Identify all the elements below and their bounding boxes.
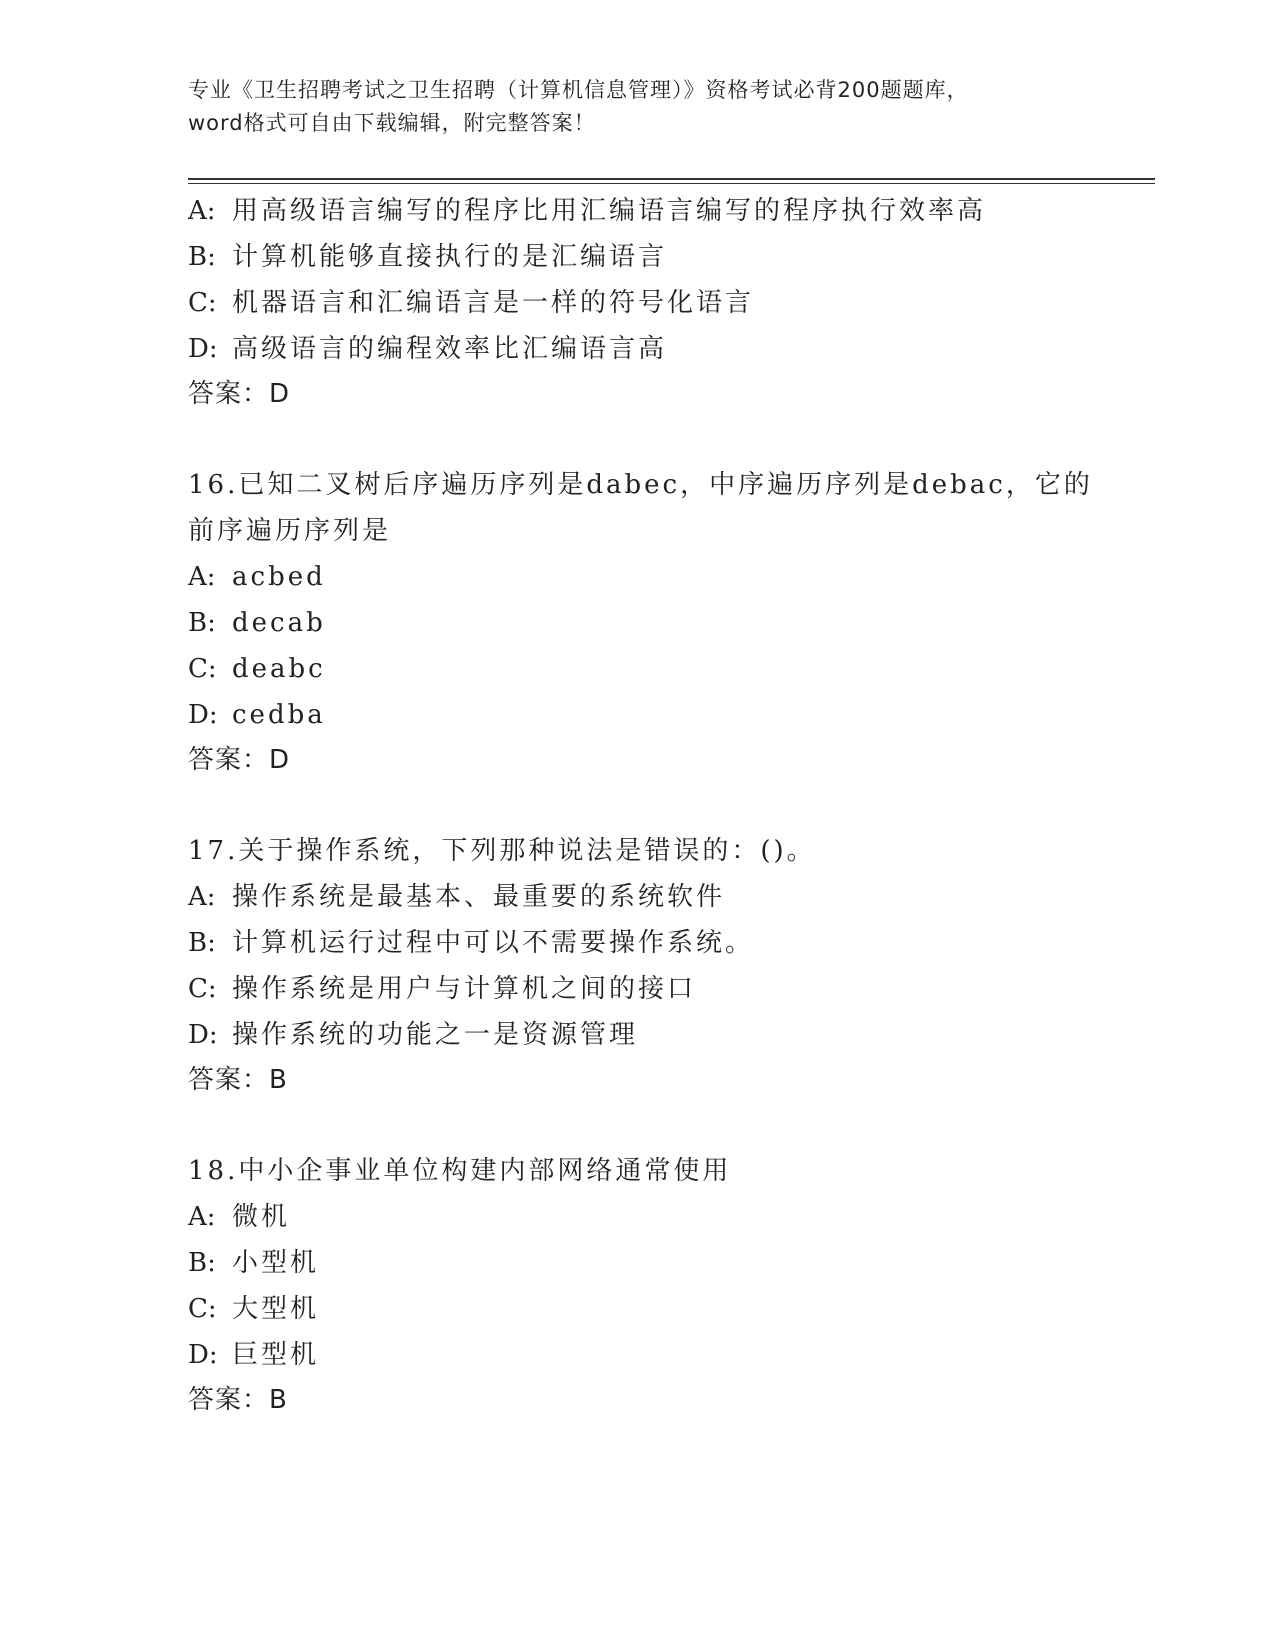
header-title-line1: 专业《卫生招聘考试之卫生招聘（计算机信息管理）》资格考试必背200题题库， bbox=[188, 78, 969, 102]
option-d: D: 高级语言的编程效率比汇编语言高 bbox=[188, 334, 668, 364]
answer: 答案：D bbox=[188, 745, 291, 775]
option-b: B: 小型机 bbox=[188, 1248, 320, 1278]
question-text-line2: 前序遍历序列是 bbox=[188, 516, 392, 546]
option-c: C: 大型机 bbox=[188, 1294, 320, 1324]
option-a: A: 操作系统是最基本、最重要的系统软件 bbox=[188, 882, 726, 912]
question-15 bbox=[188, 188, 1088, 416]
question-text: 17.关于操作系统，下列那种说法是错误的：()。 bbox=[188, 836, 816, 866]
option-b: B: 计算机能够直接执行的是汇编语言 bbox=[188, 242, 668, 272]
header-divider bbox=[188, 178, 1155, 180]
header-title-line2: word格式可自由下载编辑，附完整答案！ bbox=[188, 111, 596, 135]
page-header bbox=[188, 74, 1088, 140]
answer: 答案：B bbox=[188, 1385, 288, 1415]
option-d: D: 巨型机 bbox=[188, 1340, 320, 1370]
option-a: A: 微机 bbox=[188, 1202, 291, 1232]
option-d: D: cedba bbox=[188, 700, 326, 730]
option-a: A: acbed bbox=[188, 562, 326, 592]
option-c: C: deabc bbox=[188, 654, 326, 684]
option-d: D: 操作系统的功能之一是资源管理 bbox=[188, 1020, 639, 1050]
option-c: C: 机器语言和汇编语言是一样的符号化语言 bbox=[188, 288, 755, 318]
question-16 bbox=[188, 462, 1093, 782]
header-divider-thin bbox=[188, 183, 1155, 184]
answer: 答案：B bbox=[188, 1065, 288, 1095]
option-a: A: 用高级语言编写的程序比用汇编语言编写的程序执行效率高 bbox=[188, 196, 987, 226]
answer: 答案：D bbox=[188, 379, 291, 409]
question-17 bbox=[188, 828, 1088, 1102]
question-text-line1: 16.已知二叉树后序遍历序列是dabec，中序遍历序列是debac，它的 bbox=[188, 470, 1093, 500]
question-text: 18.中小企事业单位构建内部网络通常使用 bbox=[188, 1156, 732, 1186]
question-18 bbox=[188, 1148, 1088, 1422]
option-b: B: decab bbox=[188, 608, 326, 638]
question-list bbox=[188, 188, 1093, 1422]
option-c: C: 操作系统是用户与计算机之间的接口 bbox=[188, 974, 697, 1004]
option-b: B: 计算机运行过程中可以不需要操作系统。 bbox=[188, 928, 755, 958]
